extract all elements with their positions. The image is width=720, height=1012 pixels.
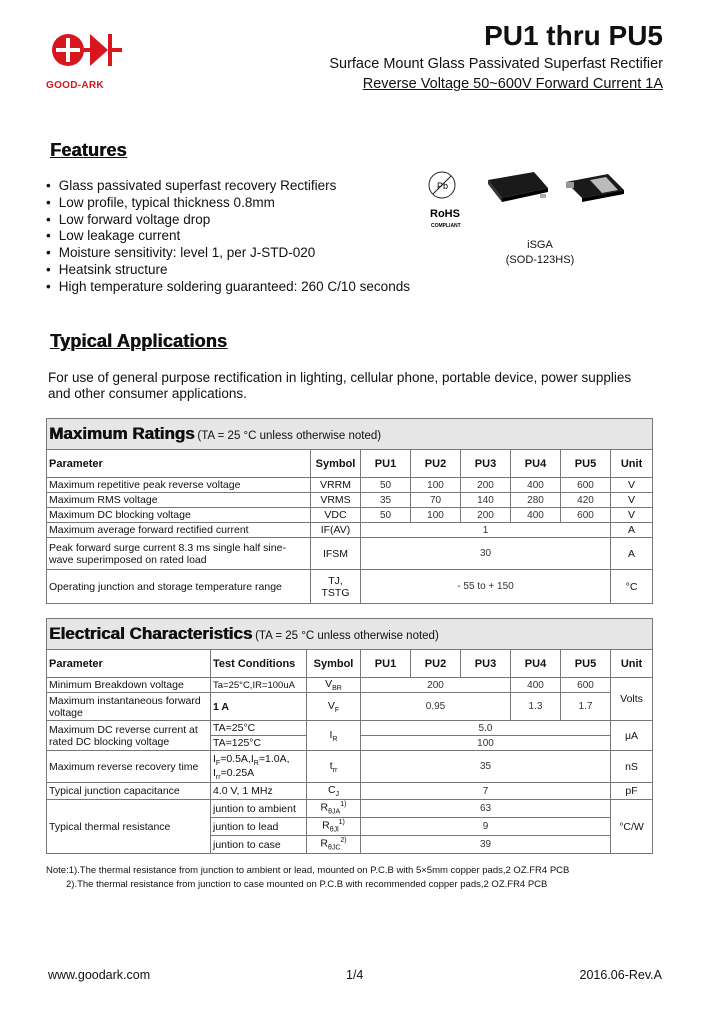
table-row	[47, 478, 653, 493]
column-header: Unit	[611, 450, 653, 478]
symbol-cell: $V_F$	[307, 693, 361, 721]
maximum-ratings-table	[46, 418, 653, 604]
applications-text: For use of general purpose rectification in lighting, cellular phone, portable device, power supplies and other consumer applications.	[48, 370, 632, 401]
value-cell: 400	[511, 478, 561, 493]
value-cell: 200	[461, 478, 511, 493]
subtitle-ratings: Reverse Voltage 50~600V Forward Current 1A	[362, 76, 663, 92]
condition-cell: Ta=25°C,IR=100uA	[211, 678, 307, 693]
column-header: PU4	[511, 450, 561, 478]
column-header: PU3	[461, 450, 511, 478]
symbol-cell: $I_R$	[307, 721, 361, 751]
unit-cell: A	[611, 538, 653, 570]
parameter-cell: Minimum Breakdown voltage	[47, 678, 211, 693]
parameter-cell: Maximum DC reverse current at rated DC blocking voltage	[47, 721, 211, 751]
symbol-cell: VRMS	[311, 493, 361, 508]
page-number: 1/4	[346, 968, 364, 982]
column-header: Parameter	[47, 650, 211, 678]
unit-cell: A	[611, 523, 653, 538]
value-cell: 200	[361, 678, 511, 693]
feature-item: • Moisture sensitivity: level 1, per J-STD-020	[46, 245, 410, 262]
condition-cell: 4.0 V, 1 MHz	[211, 783, 307, 800]
table-row	[47, 721, 653, 736]
package-name: iSGA	[527, 239, 553, 251]
table-row	[47, 570, 653, 604]
note-2: 2).The thermal resistance from junction to case mounted on P.C.B with recommended copper pads,2 OZ.FR4 PCB	[66, 879, 548, 890]
unit-cell: V	[611, 493, 653, 508]
value-cell: 7	[361, 783, 611, 800]
value-cell: 420	[561, 493, 611, 508]
table-row	[47, 508, 653, 523]
feature-item: • Heatsink structure	[46, 262, 410, 279]
rohs-compliant-icon	[424, 165, 468, 231]
unit-cell: Volts	[611, 678, 653, 721]
feature-item: • Low profile, typical thickness 0.8mm	[46, 195, 410, 212]
table-row	[47, 800, 653, 818]
value-cell: 1.3	[511, 693, 561, 721]
table-row	[47, 751, 653, 783]
column-header: Symbol	[311, 450, 361, 478]
symbol-cell: VDC	[311, 508, 361, 523]
parameter-cell: Maximum reverse recovery time	[47, 751, 211, 783]
value-cell: 140	[461, 493, 511, 508]
parameter-cell: Peak forward surge current 8.3 ms single half sine-wave superimposed on rated load	[47, 538, 311, 570]
package-label	[480, 238, 600, 268]
feature-item: • High temperature soldering guaranteed: 260 C/10 seconds	[46, 279, 410, 296]
value-cell: 63	[361, 800, 611, 818]
symbol-cell: $C_J$	[307, 783, 361, 800]
electrical-characteristics-table	[46, 618, 653, 854]
symbol-cell: VRRM	[311, 478, 361, 493]
condition-cell: 1 A	[211, 693, 307, 721]
good-ark-logo	[48, 22, 124, 80]
features-list	[46, 178, 410, 296]
table-row	[47, 523, 653, 538]
symbol-cell: IFSM	[311, 538, 361, 570]
rohs-pb-mark: Pb	[437, 181, 449, 191]
value-cell: 70	[411, 493, 461, 508]
value-cell: 1	[361, 523, 611, 538]
applications-heading: Typical Applications	[50, 331, 228, 351]
logo-text: GOOD-ARK	[46, 80, 104, 91]
revision: 2016.06-Rev.A	[579, 968, 662, 982]
rohs-sub: COMPLIANT	[431, 223, 461, 229]
value-cell: 400	[511, 508, 561, 523]
column-header: Unit	[611, 650, 653, 678]
column-header: PU5	[561, 650, 611, 678]
condition-cell: juntion to lead	[211, 818, 307, 836]
parameter-cell: Typical junction capacitance	[47, 783, 211, 800]
symbol-cell: $R_{\theta Jl}^{1)}$	[307, 818, 361, 836]
parameter-cell: Maximum DC blocking voltage	[47, 508, 311, 523]
value-cell: 400	[511, 678, 561, 693]
value-cell: 9	[361, 818, 611, 836]
value-cell: 5.0	[361, 721, 611, 736]
value-cell: 100	[361, 736, 611, 751]
value-cell: - 55 to + 150	[361, 570, 611, 604]
column-header: Symbol	[307, 650, 361, 678]
column-header: PU2	[411, 650, 461, 678]
unit-cell: μA	[611, 721, 653, 751]
parameter-cell: Operating junction and storage temperature range	[47, 570, 311, 604]
features-heading: Features	[50, 140, 127, 160]
parameter-cell: Maximum RMS voltage	[47, 493, 311, 508]
symbol-cell: IF(AV)	[311, 523, 361, 538]
page-title: PU1 thru PU5	[484, 20, 663, 51]
maximum-ratings-title: Maximum Ratings	[49, 424, 195, 443]
feature-item: • Low forward voltage drop	[46, 212, 410, 229]
table-row	[47, 693, 653, 721]
column-header: PU2	[411, 450, 461, 478]
unit-cell: nS	[611, 751, 653, 783]
subtitle: Surface Mount Glass Passivated Superfast Rectifier	[329, 56, 663, 72]
package-code: (SOD-123HS)	[505, 254, 575, 266]
column-header: PU4	[511, 650, 561, 678]
footer-url[interactable]: www.goodark.com	[48, 968, 151, 982]
value-cell: 35	[361, 493, 411, 508]
value-cell: 200	[461, 508, 511, 523]
parameter-cell: Typical thermal resistance	[47, 800, 211, 854]
value-cell: 100	[411, 508, 461, 523]
value-cell: 0.95	[361, 693, 511, 721]
column-header: PU1	[361, 450, 411, 478]
symbol-cell: TJ, TSTG	[311, 570, 361, 604]
electrical-condition: (TA = 25 °C unless otherwise noted)	[255, 630, 439, 642]
symbol-cell: $t_{rr}$	[307, 751, 361, 783]
value-cell: 35	[361, 751, 611, 783]
table-row	[47, 783, 653, 800]
condition-cell: TA=25°C	[211, 721, 307, 736]
package-bottom-image	[562, 170, 628, 206]
value-cell: 280	[511, 493, 561, 508]
electrical-title: Electrical Characteristics	[49, 624, 253, 643]
condition-cell: juntion to ambient	[211, 800, 307, 818]
condition-cell: juntion to case	[211, 836, 307, 854]
column-header: PU3	[461, 650, 511, 678]
feature-item: • Glass passivated superfast recovery Rectifiers	[46, 178, 410, 195]
column-header: PU5	[561, 450, 611, 478]
value-cell: 600	[561, 678, 611, 693]
unit-cell: °C	[611, 570, 653, 604]
unit-cell: V	[611, 508, 653, 523]
unit-cell: °C/W	[611, 800, 653, 854]
parameter-cell: Maximum instantaneous forward voltage	[47, 693, 211, 721]
value-cell: 50	[361, 478, 411, 493]
feature-item: • Low leakage current	[46, 228, 410, 245]
value-cell: 50	[361, 508, 411, 523]
notes	[46, 864, 569, 892]
symbol-cell: $R_{\theta JC}^{2)}$	[307, 836, 361, 854]
column-header: Parameter	[47, 450, 311, 478]
column-header: Test Conditions	[211, 650, 307, 678]
value-cell: 600	[561, 508, 611, 523]
parameter-cell: Maximum average forward rectified current	[47, 523, 311, 538]
column-header: PU1	[361, 650, 411, 678]
table-row	[47, 678, 653, 693]
value-cell: 600	[561, 478, 611, 493]
unit-cell: pF	[611, 783, 653, 800]
symbol-cell: $R_{\theta JA}^{1)}$	[307, 800, 361, 818]
symbol-cell: $V_{BR}$	[307, 678, 361, 693]
value-cell: 100	[411, 478, 461, 493]
unit-cell: V	[611, 478, 653, 493]
table-row	[47, 493, 653, 508]
package-top-image	[482, 166, 554, 206]
value-cell: 30	[361, 538, 611, 570]
maximum-ratings-condition: (TA = 25 °C unless otherwise noted)	[197, 430, 382, 442]
parameter-cell: Maximum repetitive peak reverse voltage	[47, 478, 311, 493]
condition-cell: TA=125°C	[211, 736, 307, 751]
note-1: Note:1).The thermal resistance from junction to ambient or lead, mounted on P.C.B with 5×5mm copper pads,2 OZ.FR4 PCB	[46, 865, 570, 876]
value-cell: 39	[361, 836, 611, 854]
value-cell: 1.7	[561, 693, 611, 721]
condition-cell: $I_F=0.5A,I_R=1.0A$, $I_{rr}=0.25A$	[211, 751, 307, 783]
rohs-label: RoHS	[430, 208, 460, 220]
table-row	[47, 538, 653, 570]
